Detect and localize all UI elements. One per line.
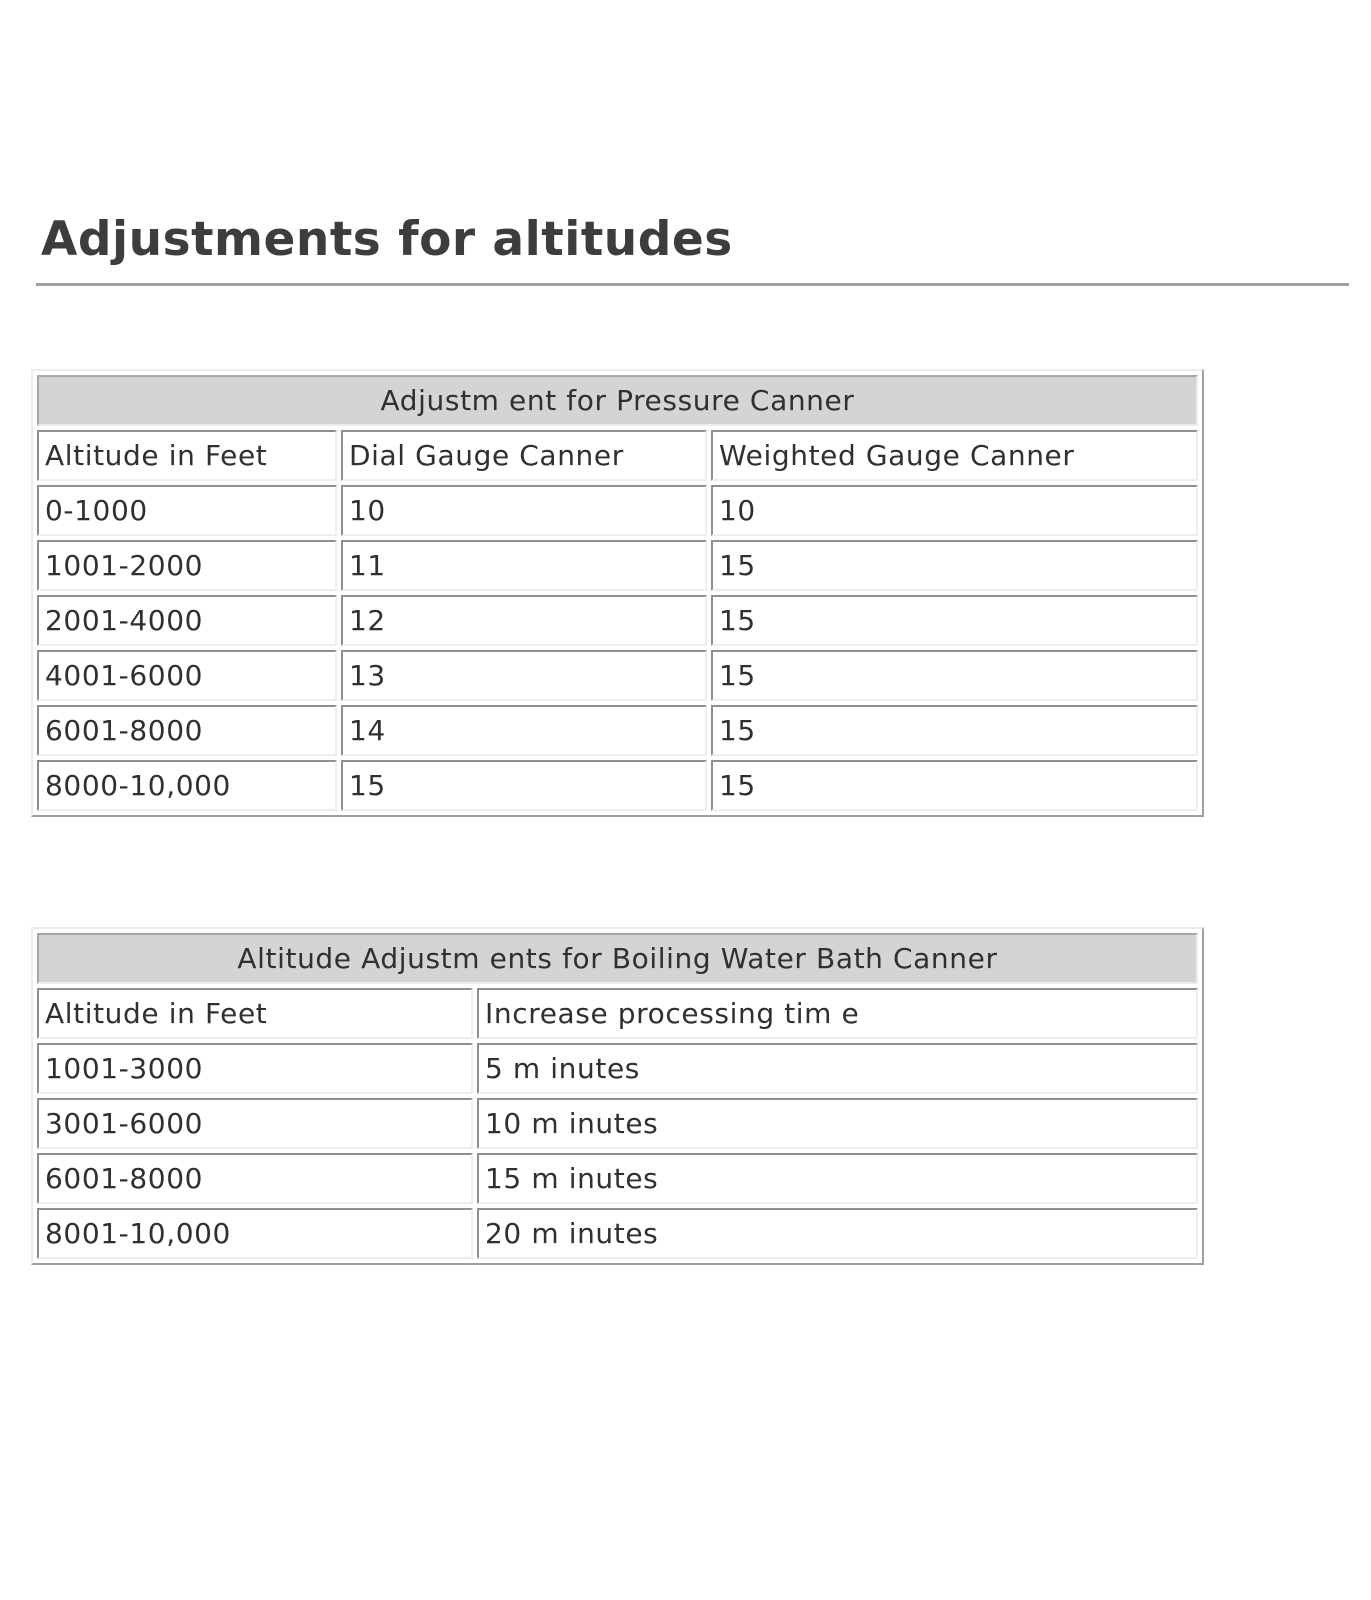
table-cell: 1001-3000: [37, 1043, 473, 1094]
table-cell: 8000-10,000: [37, 760, 337, 811]
table-row: [37, 1208, 1198, 1259]
table-row: [37, 1098, 1198, 1149]
water-bath-canner-table: [31, 927, 1204, 1265]
table-cell: 12: [341, 595, 707, 646]
table-cell: 15: [711, 595, 1198, 646]
table-cell: 3001-6000: [37, 1098, 473, 1149]
table-cell: 15: [341, 760, 707, 811]
table-header-row: [37, 430, 1198, 481]
table-header-row: [37, 988, 1198, 1039]
table-cell: 5 m inutes: [477, 1043, 1198, 1094]
title-divider: [36, 283, 1349, 286]
column-header: Weighted Gauge Canner: [711, 430, 1198, 481]
table-row: [37, 1043, 1198, 1094]
table-caption: Altitude Adjustm ents for Boiling Water Bath Canner: [37, 933, 1198, 984]
table-cell: 6001-8000: [37, 705, 337, 756]
table-row: [37, 705, 1198, 756]
table-cell: 6001-8000: [37, 1153, 473, 1204]
table-cell: 15: [711, 760, 1198, 811]
table-cell: 13: [341, 650, 707, 701]
table-cell: 15: [711, 540, 1198, 591]
column-header: Increase processing tim e: [477, 988, 1198, 1039]
table-cell: 20 m inutes: [477, 1208, 1198, 1259]
table-row: [37, 1153, 1198, 1204]
pressure-canner-table: [31, 369, 1204, 817]
table-row: [37, 485, 1198, 536]
table-caption: Adjustm ent for Pressure Canner: [37, 375, 1198, 426]
table-row: [37, 595, 1198, 646]
table-cell: 2001-4000: [37, 595, 337, 646]
table-cell: 1001-2000: [37, 540, 337, 591]
table-cell: 4001-6000: [37, 650, 337, 701]
table-caption-row: [37, 933, 1198, 984]
table-cell: 8001-10,000: [37, 1208, 473, 1259]
table-cell: 15: [711, 650, 1198, 701]
table-cell: 10: [341, 485, 707, 536]
table-caption-row: [37, 375, 1198, 426]
column-header: Altitude in Feet: [37, 988, 473, 1039]
table-row: [37, 540, 1198, 591]
table-row: [37, 650, 1198, 701]
column-header: Dial Gauge Canner: [341, 430, 707, 481]
table-cell: 15 m inutes: [477, 1153, 1198, 1204]
table-cell: 10: [711, 485, 1198, 536]
column-header: Altitude in Feet: [37, 430, 337, 481]
table-row: [37, 760, 1198, 811]
table-cell: 11: [341, 540, 707, 591]
table-cell: 14: [341, 705, 707, 756]
table-cell: 10 m inutes: [477, 1098, 1198, 1149]
table-cell: 0-1000: [37, 485, 337, 536]
table-cell: 15: [711, 705, 1198, 756]
page-title: Adjustments for altitudes: [41, 212, 733, 267]
